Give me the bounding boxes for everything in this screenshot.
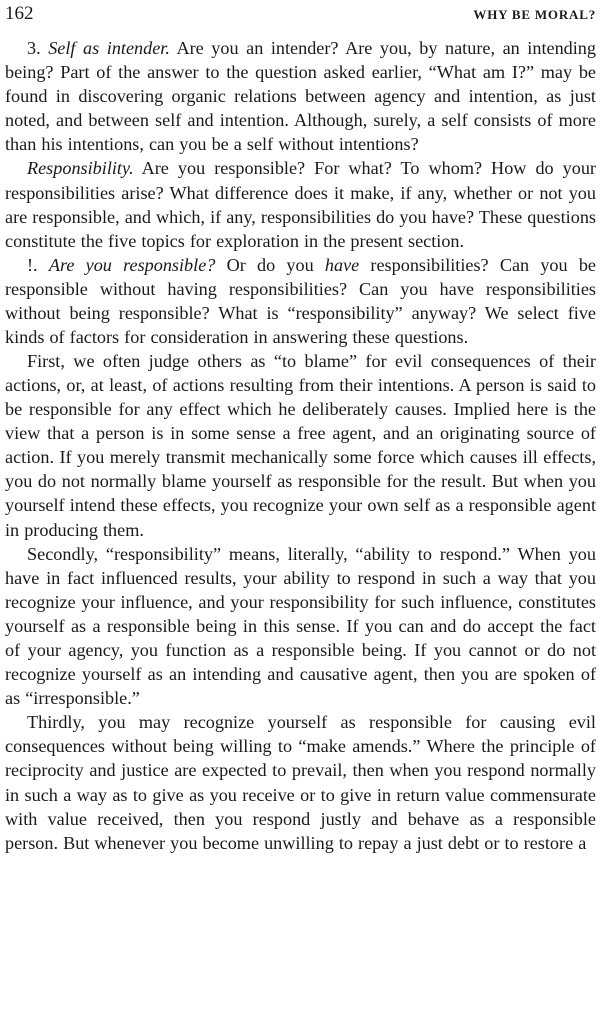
- section-heading: Responsibility.: [27, 158, 134, 179]
- paragraph-text: Are you an intender? Are you, by nature, an intending being? Part of the answer to the question asked earlier, “What am I?” may be found in discovering organic relations between agency and intention, as just noted, and between self and intention. Although, surely, a self consists of more than his intentions, can you be a self without intentions?: [5, 38, 596, 155]
- paragraph-first: [5, 349, 596, 542]
- paragraph-text: Or do you: [215, 254, 325, 275]
- page-number: 162: [5, 3, 34, 24]
- paragraph-text: responsibilities? Can you be responsible without having responsibilities? Can you have responsibilities without being responsible? What is “responsibility” anyway? We select five kinds of factors for consideration in answering these questions.: [5, 254, 596, 347]
- paragraph-are-you-responsible: [5, 253, 596, 349]
- section-heading: Are you responsible?: [48, 254, 216, 275]
- paragraph-responsibility: [5, 156, 596, 252]
- paragraph-text: Secondly, “responsibility” means, literally, “ability to respond.” When you have in fact influenced results, your ability to respond in such a way that you recognize your influence, and your responsibility for such influence, constitutes yourself as a responsible being in this sense. If you can and do accept the fact of your agency, you function as a responsible being. If you cannot or do not recognize yourself as an intending and causative agent, then you are spoken of as “irresponsible.”: [5, 543, 596, 709]
- body-text: [5, 36, 596, 855]
- paragraph-text: Thirdly, you may recognize yourself as responsible for causing evil consequences without being willing to “make amends.” Where the principle of reciprocity and justice are expected to prevail, then when you respond normally in such a way as to give as you receive or to give in return value commensurate with value received, then you respond justly and behave as a responsible person. But whenever you become unwilling to repay a just debt or to restore a: [5, 712, 596, 853]
- paragraph-secondly: [5, 542, 596, 711]
- section-heading: Self as intender.: [48, 38, 170, 58]
- paragraph-thirdly: [5, 710, 596, 855]
- italic-word: have: [324, 254, 360, 275]
- running-title: WHY BE MORAL?: [473, 7, 596, 22]
- section-number: 3.: [27, 38, 41, 58]
- section-number: !.: [27, 254, 38, 275]
- running-head: [5, 2, 596, 28]
- paragraph-text: First, we often judge others as “to blame” for evil consequences of their actions, or, at least, of actions resulting from their intentions. A person is said to be responsible for any effect which he deliberately causes. Implied here is the view that a person is in some sense a free agent, and an originating source of action. If you merely transmit mechanically some force which causes ill effects, you do not normally blame yourself as responsible for the result. But when you yourself intend these effects, you recognize your own self as a responsible agent in producing them.: [5, 350, 596, 540]
- paragraph-text: Are you responsible? For what? To whom? How do your responsibilities arise? What difference does it make, if any, whether or not you are responsible, and which, if any, responsibilities do you have? These questions constitute the five topics for exploration in the present section.: [5, 158, 596, 251]
- paragraph-self-as-intender: [5, 36, 596, 156]
